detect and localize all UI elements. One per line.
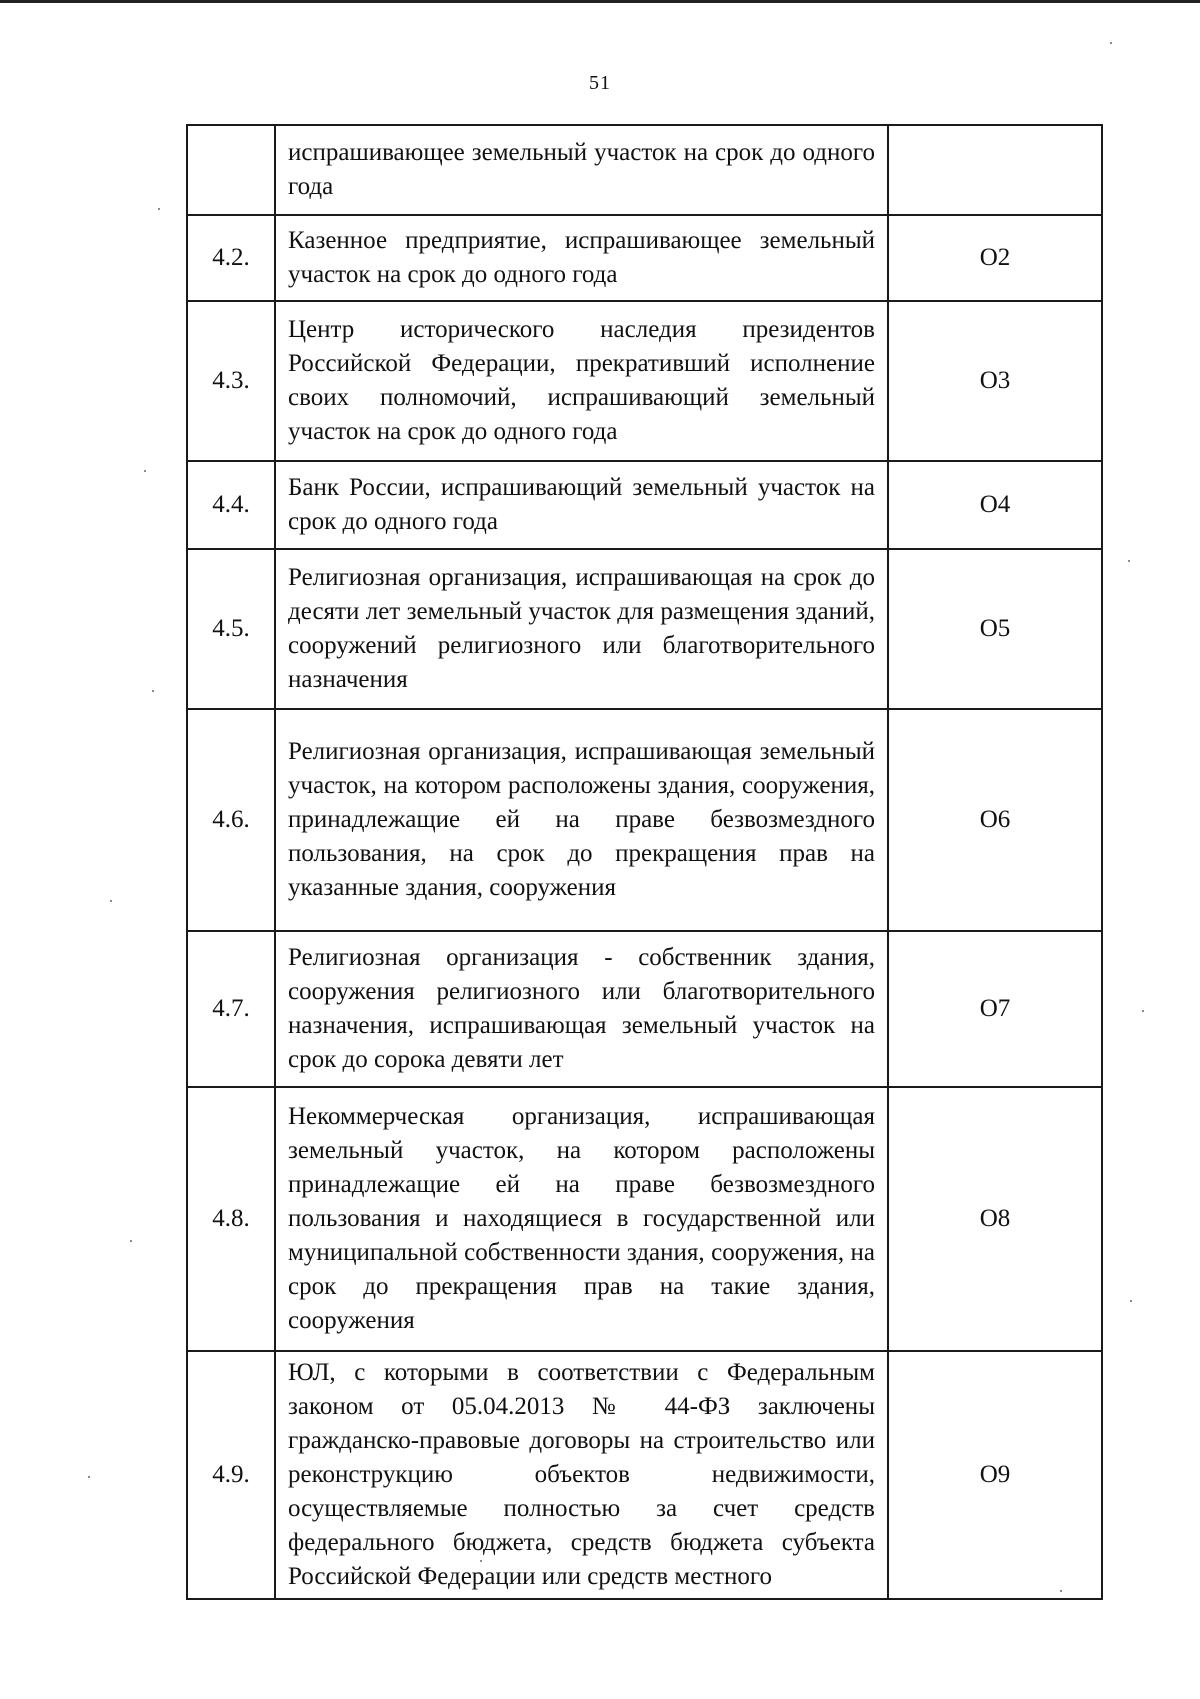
table-row [187, 931, 1102, 1087]
row-number: 4.5. [187, 549, 275, 709]
scan-speck [480, 1560, 482, 1562]
table-row [187, 549, 1102, 709]
table-row [187, 1087, 1102, 1351]
scan-speck [152, 690, 154, 692]
table-row [187, 125, 1102, 215]
row-description: Религиозная организация - собственник здания, сооружения религиозного или благотворительного назначения, испрашивающая земельный участок на срок до сорока девяти лет [275, 931, 888, 1087]
row-code: О7 [888, 931, 1102, 1087]
row-code: О3 [888, 301, 1102, 461]
scan-speck [1130, 1300, 1132, 1302]
row-code: О8 [888, 1087, 1102, 1351]
table-row [187, 215, 1102, 301]
scan-speck [1128, 560, 1130, 562]
table-row [187, 1351, 1102, 1599]
table-row [187, 461, 1102, 549]
scan-top-edge [0, 0, 1200, 3]
row-number: 4.2. [187, 215, 275, 301]
row-code: О2 [888, 215, 1102, 301]
row-code: О6 [888, 709, 1102, 931]
row-code: О4 [888, 461, 1102, 549]
row-description: Религиозная организация, испрашивающая земельный участок, на котором расположены здания, сооружения, принадлежащие ей на праве безвозмездного пользования, на срок до прекращения прав на указанные здания, сооружения [275, 709, 888, 931]
row-description: Религиозная организация, испрашивающая на срок до десяти лет земельный участок для размещения зданий, сооружений религиозного или благотворительного назначения [275, 549, 888, 709]
scan-speck [110, 900, 112, 902]
row-description: испрашивающее земельный участок на срок до одного года [275, 125, 888, 215]
scan-speck [88, 1476, 90, 1478]
scan-speck [1142, 1010, 1144, 1012]
row-number: 4.3. [187, 301, 275, 461]
row-description: Некоммерческая организация, испрашивающая земельный участок, на котором расположены принадлежащие ей на праве безвозмездного пользования и находящиеся в государственной или муниципальной собственности здания, сооружения, на срок до прекращения прав на такие здания, сооружения [275, 1087, 888, 1351]
row-number: 4.4. [187, 461, 275, 549]
row-number: 4.8. [187, 1087, 275, 1351]
document-table [186, 124, 1103, 1600]
scan-speck [144, 470, 146, 472]
table-row [187, 709, 1102, 931]
row-description: ЮЛ, с которыми в соответствии с Федеральным законом от 05.04.2013 № 44-ФЗ заключены гражданско-правовые договоры на строительство или реконструкцию объектов недвижимости, осуществляемые полностью за счет средств федерального бюджета, средств бюджета субъекта Российской Федерации или средств местного [275, 1351, 888, 1599]
scan-speck [1060, 1590, 1062, 1592]
row-number: 4.7. [187, 931, 275, 1087]
scan-speck [1110, 42, 1112, 44]
row-description: Банк России, испрашивающий земельный участок на срок до одного года [275, 461, 888, 549]
scan-speck [130, 1240, 132, 1242]
scan-speck [158, 208, 160, 210]
page-number: 51 [589, 72, 611, 94]
row-number: 4.6. [187, 709, 275, 931]
row-number: 4.9. [187, 1351, 275, 1599]
row-code [888, 125, 1102, 215]
row-description: Центр исторического наследия президентов Российской Федерации, прекративший исполнение своих полномочий, испрашивающий земельный участок на срок до одного года [275, 301, 888, 461]
table-row [187, 301, 1102, 461]
row-description: Казенное предприятие, испрашивающее земельный участок на срок до одного года [275, 215, 888, 301]
row-number [187, 125, 275, 215]
row-code: О9 [888, 1351, 1102, 1599]
row-code: О5 [888, 549, 1102, 709]
